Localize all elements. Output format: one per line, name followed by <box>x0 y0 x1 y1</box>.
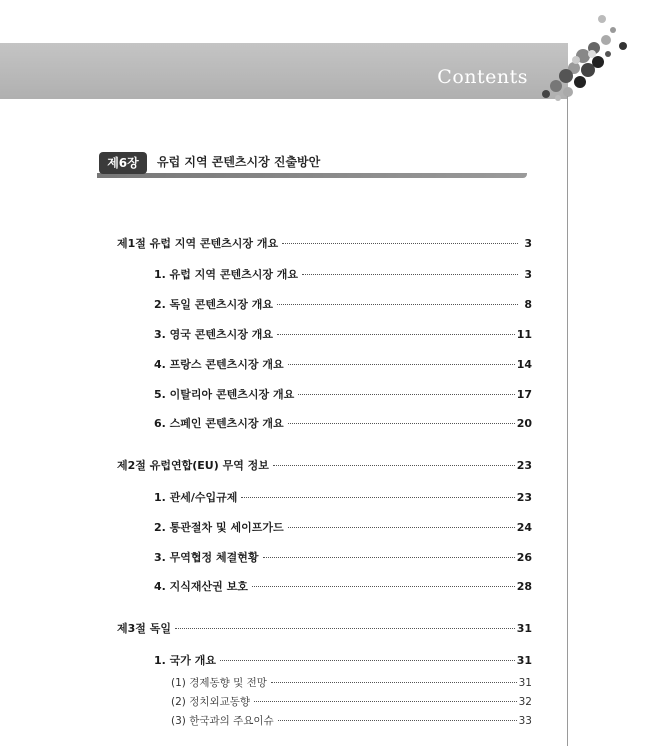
toc-section-1[interactable] <box>117 235 532 251</box>
page-title: Contents <box>437 66 528 88</box>
toc-label: 1. 유럽 지역 콘텐츠시장 개요 <box>154 268 299 281</box>
toc-page: 14 <box>516 358 532 371</box>
toc-label: 4. 지식재산권 보호 <box>154 580 248 593</box>
toc-leader <box>273 465 515 466</box>
toc-leader <box>288 423 515 424</box>
toc-leader <box>241 497 514 498</box>
toc-item[interactable] <box>154 652 532 668</box>
toc-page: 3 <box>524 268 532 281</box>
toc-item[interactable] <box>154 578 532 594</box>
toc-page: 28 <box>516 580 532 593</box>
toc-item[interactable] <box>154 549 532 565</box>
toc-leader <box>288 364 515 365</box>
toc-item[interactable] <box>154 356 532 372</box>
toc-label: 제3절 독일 <box>117 622 171 635</box>
toc-label: (3) 한국과의 주요이슈 <box>171 715 274 727</box>
toc-subitem[interactable] <box>171 694 532 709</box>
toc-item[interactable] <box>154 296 532 312</box>
toc-leader <box>254 701 517 702</box>
toc-page: 23 <box>516 491 532 504</box>
toc-page: 32 <box>518 696 532 708</box>
toc-page: 31 <box>516 622 532 635</box>
toc-leader <box>278 720 517 721</box>
toc-label: 5. 이탈리아 콘텐츠시장 개요 <box>154 388 295 401</box>
toc-page: 8 <box>524 298 532 311</box>
toc-label: 1. 관세/수입규제 <box>154 491 238 504</box>
toc-label: 3. 영국 콘텐츠시장 개요 <box>154 328 273 341</box>
toc-item[interactable] <box>154 386 532 402</box>
toc-item[interactable] <box>154 326 532 342</box>
chapter-heading <box>97 151 527 177</box>
toc-page: 3 <box>524 237 532 250</box>
toc-page: 26 <box>516 551 532 564</box>
toc-page: 31 <box>516 654 532 667</box>
toc-page: 17 <box>516 388 532 401</box>
toc-item[interactable] <box>154 415 532 431</box>
toc-leader <box>282 243 518 244</box>
toc-page: 24 <box>516 521 532 534</box>
toc-page: 31 <box>518 677 532 689</box>
toc-leader <box>302 274 518 275</box>
chapter-title: 유럽 지역 콘텐츠시장 진출방안 <box>157 155 321 169</box>
toc-leader <box>252 586 515 587</box>
toc-page: 20 <box>516 417 532 430</box>
toc-page: 23 <box>516 459 532 472</box>
toc-label: 6. 스페인 콘텐츠시장 개요 <box>154 417 284 430</box>
decorative-dots-icon <box>528 10 650 110</box>
toc-label: 2. 통관절차 및 세이프가드 <box>154 521 284 534</box>
toc-item[interactable] <box>154 489 532 505</box>
toc-label: 4. 프랑스 콘텐츠시장 개요 <box>154 358 284 371</box>
toc-label: 3. 무역협정 체결현황 <box>154 551 259 564</box>
toc-leader <box>271 682 517 683</box>
toc-subitem[interactable] <box>171 675 532 690</box>
toc-leader <box>175 628 515 629</box>
toc-label: 제2절 유럽연합(EU) 무역 정보 <box>117 459 269 472</box>
chapter-underline <box>97 173 527 178</box>
toc-label: 1. 국가 개요 <box>154 654 216 667</box>
toc-label: 제1절 유럽 지역 콘텐츠시장 개요 <box>117 237 279 250</box>
toc-label: (2) 정치외교동향 <box>171 696 251 708</box>
toc-leader <box>277 304 518 305</box>
toc-section-2[interactable] <box>117 457 532 473</box>
toc-item[interactable] <box>154 266 532 282</box>
toc-leader <box>298 394 514 395</box>
toc-page: 11 <box>516 328 532 341</box>
toc-item[interactable] <box>154 519 532 535</box>
toc-leader <box>277 334 515 335</box>
toc-section-3[interactable] <box>117 620 532 636</box>
toc-leader <box>220 660 515 661</box>
toc-leader <box>288 527 515 528</box>
vertical-rule <box>567 96 568 746</box>
toc-label: (1) 경제동향 및 전망 <box>171 677 267 689</box>
toc-label: 2. 독일 콘텐츠시장 개요 <box>154 298 273 311</box>
toc-page: 33 <box>518 715 532 727</box>
toc-subitem[interactable] <box>171 713 532 728</box>
chapter-badge: 제6장 <box>99 152 147 174</box>
toc-leader <box>263 557 515 558</box>
